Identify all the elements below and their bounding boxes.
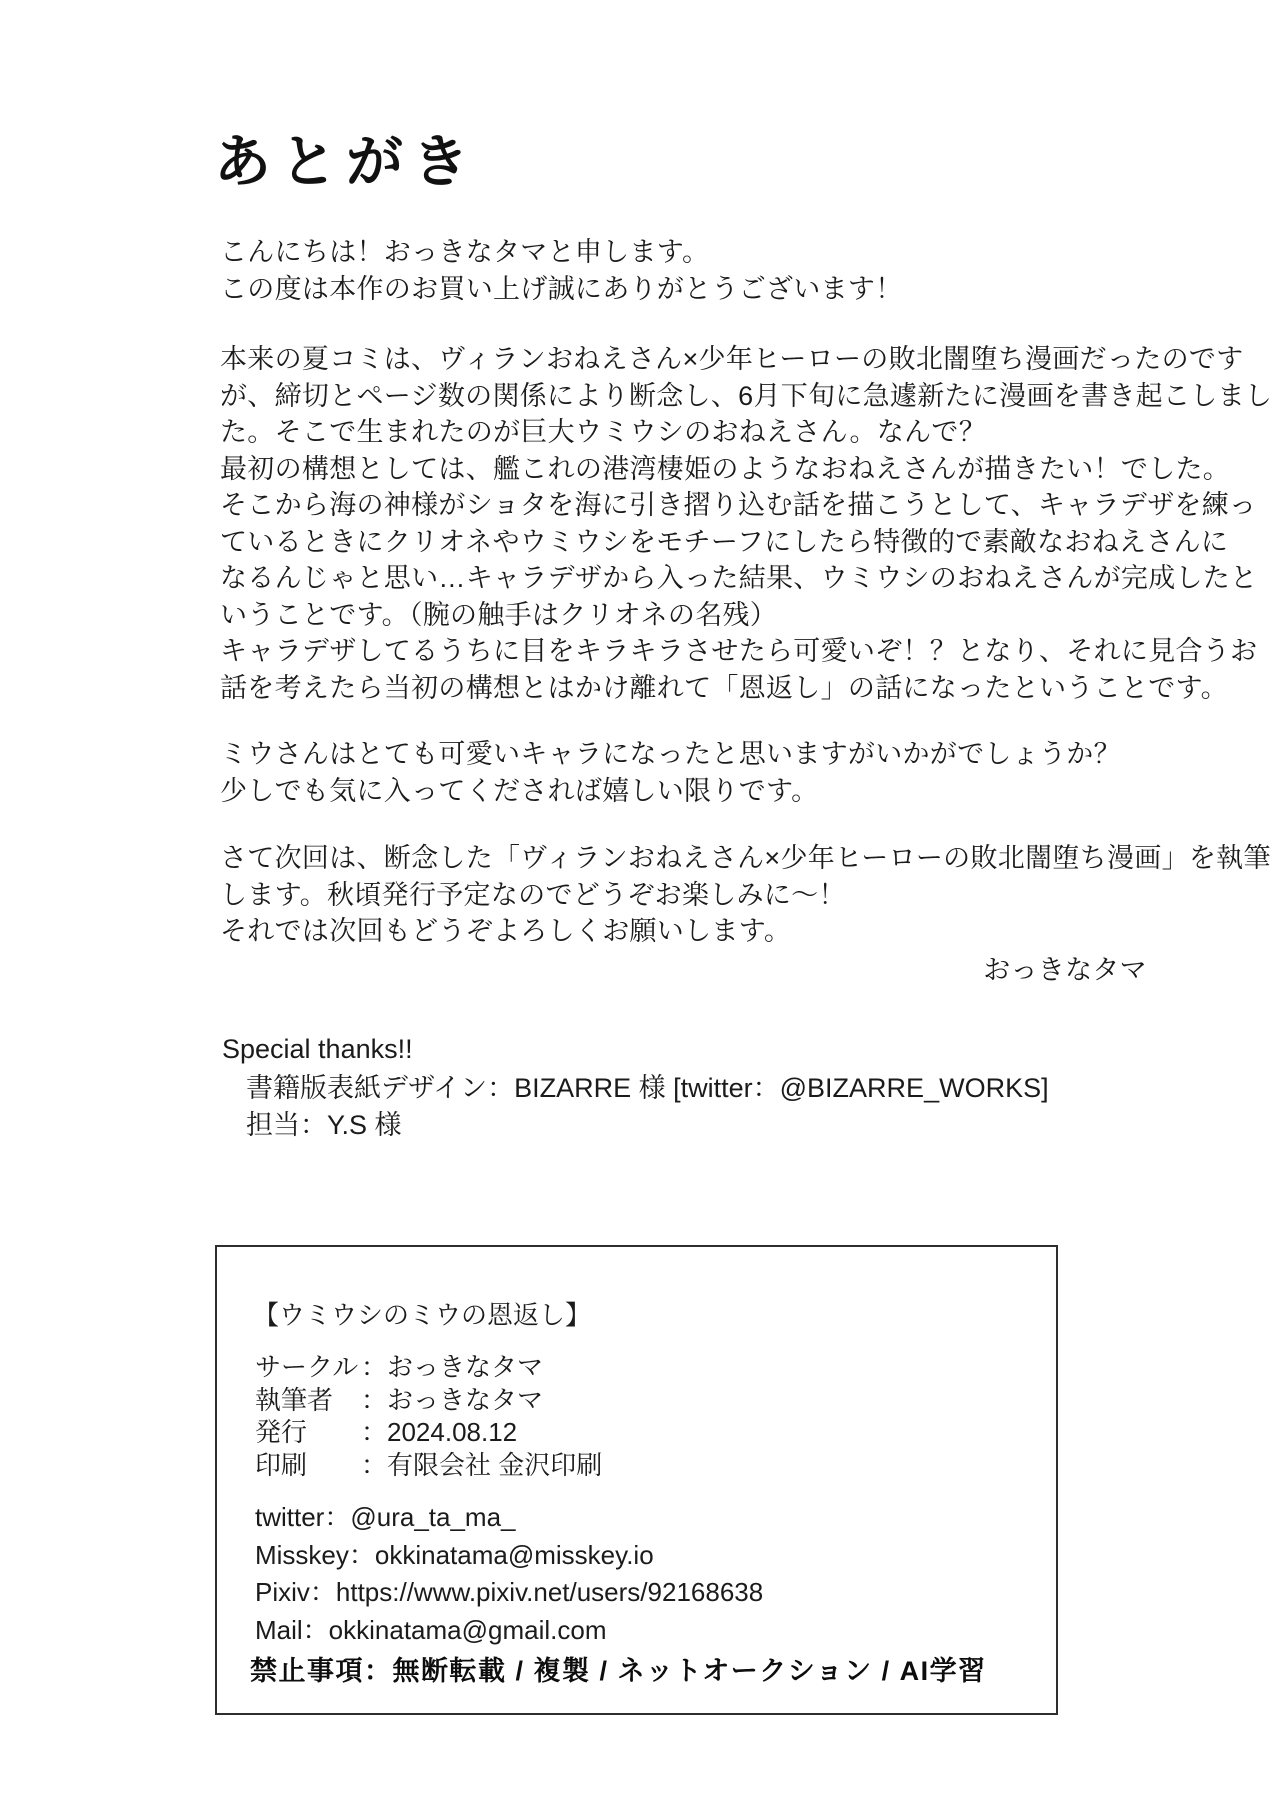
special-thanks-list <box>246 1070 1049 1144</box>
special-thanks-heading: Special thanks!! <box>222 1034 413 1064</box>
info-value: おっきなタマ <box>387 1384 544 1415</box>
closing-paragraph <box>220 840 1271 950</box>
text-line: なるんじゃと思い…キャラデザから入った結果、ウミウシのおねえさんが完成したと <box>220 563 1258 593</box>
page-title: あとがき <box>214 128 478 195</box>
info-label: 発行 <box>255 1417 308 1447</box>
author-signature: おっきなタマ <box>983 955 1147 985</box>
text-line: 話を考えたら当初の構想とはかけ離れて「恩返し」の話になったということです。 <box>220 672 1228 703</box>
text-line: た。そこで生まれたのが巨大ウミウシのおねえさん。なんで？ <box>220 417 987 447</box>
info-value: おっきなタマ <box>387 1352 544 1382</box>
text-line: いうことです。（腕の触手はクリオネの名残） <box>220 599 778 630</box>
text-line: そこから海の神様がショタを海に引き摺り込む話を描こうとして、キャラデザを練っ <box>220 490 1257 520</box>
text-line: ミウさんはとても可愛いキャラになったと思いますがいかがでしょうか？ <box>220 739 1121 769</box>
text-line: こんにちは！おっきなタマと申します。 <box>220 237 710 267</box>
text-line: します。秋頃発行予定なのでどうぞお楽しみに～！ <box>220 879 846 910</box>
impression-paragraph <box>220 736 1121 809</box>
info-separator: ： <box>361 1449 388 1480</box>
contact-line-pixiv: Pixiv：https://www.pixiv.net/users/92168638 <box>255 1577 764 1607</box>
colophon-box <box>215 1245 1058 1715</box>
colophon-info <box>255 1351 602 1481</box>
info-label: 執筆者 <box>255 1384 334 1415</box>
text-line: キャラデザしてるうちに目をキラキラさせたら可愛いぞ！？となり、それに見合うお <box>220 636 1258 666</box>
info-separator: ： <box>361 1417 388 1447</box>
text-line: それでは次回もどうぞよろしくお願いします。 <box>220 916 792 946</box>
info-label: 印刷 <box>255 1449 308 1480</box>
greeting-paragraph <box>220 234 903 307</box>
text-line: さて次回は、断念した「ヴィランおねえさん×少年ヒーローの敗北闇堕ち漫画」を執筆 <box>220 843 1271 873</box>
special-thanks-item: 担当：Y.S 様 <box>246 1110 402 1140</box>
info-value: 有限会社 金沢印刷 <box>387 1449 603 1480</box>
contact-line-twitter: twitter：@ura_ta_ma_ <box>255 1502 516 1532</box>
contact-line-misskey: Misskey：okkinatama@misskey.io <box>255 1539 654 1570</box>
info-label: サークル <box>255 1352 359 1382</box>
text-line: 少しでも気に入ってくだされば嬉しい限りです。 <box>220 775 819 806</box>
book-title: 【ウミウシのミウの恩返し】 <box>253 1300 592 1330</box>
main-body-paragraph <box>220 341 1272 706</box>
info-separator: ： <box>361 1384 388 1415</box>
special-thanks-item: 書籍版表紙デザイン：BIZARRE 様 [twitter：@BIZARRE_WORKS] <box>246 1073 1049 1103</box>
contact-line-mail: Mail：okkinatama@gmail.com <box>255 1614 607 1645</box>
colophon-info-row <box>255 1351 602 1384</box>
text-line: 最初の構想としては、艦これの港湾棲姫のようなおねえさんが描きたい！でした。 <box>220 453 1231 484</box>
colophon-info-row <box>255 1384 602 1417</box>
text-line: この度は本作のお買い上げ誠にありがとうございます！ <box>220 273 903 304</box>
colophon-info-row <box>255 1449 602 1482</box>
info-separator: ： <box>361 1352 388 1382</box>
info-value: 2024.08.12 <box>387 1417 518 1447</box>
colophon-contacts <box>255 1499 763 1649</box>
text-line: ているときにクリオネやウミウシをモチーフにしたら特徴的で素敵なおねえさんに <box>220 526 1229 557</box>
text-line: が、締切とページ数の関係により断念し、6月下旬に急遽新たに漫画を書き起こしまし <box>220 380 1273 411</box>
text-line: 本来の夏コミは、ヴィランおねえさん×少年ヒーローの敗北闇堕ち漫画だったのです <box>220 344 1244 374</box>
prohibition-notice: 禁止事項：無断転載 / 複製 / ネットオークション / AI学習 <box>250 1656 987 1686</box>
colophon-info-row <box>255 1416 602 1449</box>
